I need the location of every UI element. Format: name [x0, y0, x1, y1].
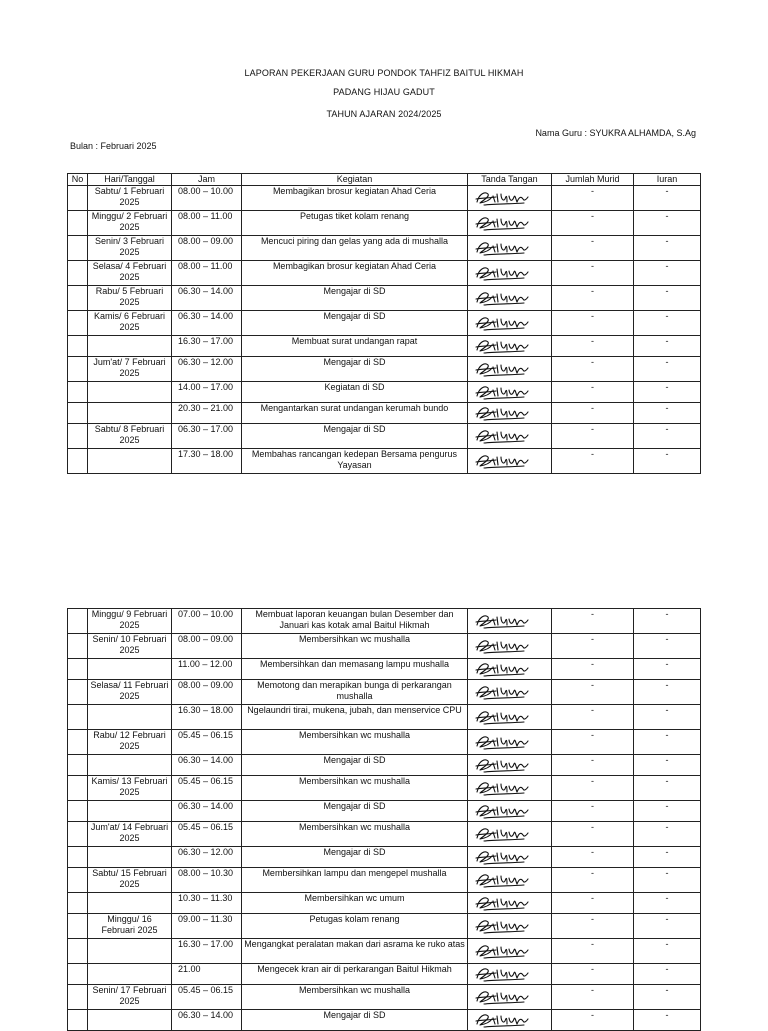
- row-day: Selasa/ 11 Februari 2025: [88, 680, 172, 705]
- row-day: Jum'at/ 14 Februari 2025: [88, 822, 172, 847]
- row-signature: [468, 914, 552, 939]
- row-student-count: -: [552, 985, 634, 1010]
- row-signature: [468, 755, 552, 776]
- column-header: Hari/Tanggal: [88, 174, 172, 186]
- row-time: 05.45 – 06.15: [172, 776, 242, 801]
- row-time: 08.00 – 10.00: [172, 186, 242, 211]
- row-day: Selasa/ 4 Februari 2025: [88, 261, 172, 286]
- row-student-count: -: [552, 868, 634, 893]
- row-number: [68, 801, 88, 822]
- row-student-count: -: [552, 914, 634, 939]
- row-signature: [468, 730, 552, 755]
- row-time: 21.00: [172, 964, 242, 985]
- row-number: [68, 939, 88, 964]
- row-day: [88, 1010, 172, 1031]
- row-student-count: -: [552, 801, 634, 822]
- row-activity: Mengajar di SD: [242, 847, 468, 868]
- signature-icon: [468, 707, 551, 727]
- row-time: 08.00 – 09.00: [172, 680, 242, 705]
- row-activity: Mengantarkan surat undangan kerumah bundo: [242, 403, 468, 424]
- row-fee: -: [634, 868, 701, 893]
- signature-icon: [468, 755, 551, 775]
- row-signature: [468, 382, 552, 403]
- row-activity: Mengajar di SD: [242, 1010, 468, 1031]
- signature-icon: [468, 288, 551, 308]
- row-activity: Mengajar di SD: [242, 286, 468, 311]
- row-number: [68, 449, 88, 474]
- row-signature: [468, 424, 552, 449]
- row-student-count: -: [552, 424, 634, 449]
- row-number: [68, 1010, 88, 1031]
- row-student-count: -: [552, 211, 634, 236]
- row-student-count: -: [552, 286, 634, 311]
- row-activity: Mencuci piring dan gelas yang ada di mushalla: [242, 236, 468, 261]
- table-row: [68, 186, 701, 211]
- table-row: [68, 914, 701, 939]
- row-activity: Mengajar di SD: [242, 357, 468, 382]
- row-student-count: -: [552, 236, 634, 261]
- row-fee: -: [634, 609, 701, 634]
- row-number: [68, 680, 88, 705]
- table-row: [68, 336, 701, 357]
- table-row: [68, 634, 701, 659]
- row-number: [68, 261, 88, 286]
- row-time: 06.30 – 14.00: [172, 801, 242, 822]
- signature-icon: [468, 238, 551, 258]
- row-fee: -: [634, 311, 701, 336]
- row-activity: Mengangkat peralatan makan dari asrama ke ruko atas: [242, 939, 468, 964]
- row-activity: Ngelaundri tirai, mukena, jubah, dan menservice CPU: [242, 705, 468, 730]
- column-header: Jam: [172, 174, 242, 186]
- row-day: Minggu/ 9 Februari 2025: [88, 609, 172, 634]
- row-time: 06.30 – 12.00: [172, 357, 242, 382]
- row-time: 14.00 – 17.00: [172, 382, 242, 403]
- row-day: Rabu/ 5 Februari 2025: [88, 286, 172, 311]
- row-signature: [468, 357, 552, 382]
- row-fee: -: [634, 822, 701, 847]
- row-student-count: -: [552, 1010, 634, 1031]
- report-title: LAPORAN PEKERJAAN GURU PONDOK TAHFIZ BAITUL HIKMAH: [244, 68, 524, 78]
- row-student-count: -: [552, 730, 634, 755]
- row-day: [88, 939, 172, 964]
- row-activity: Mengajar di SD: [242, 755, 468, 776]
- row-time: 16.30 – 18.00: [172, 705, 242, 730]
- row-fee: -: [634, 985, 701, 1010]
- table-body: [68, 609, 701, 1031]
- signature-icon: [468, 916, 551, 936]
- row-number: [68, 847, 88, 868]
- row-signature: [468, 939, 552, 964]
- row-fee: -: [634, 680, 701, 705]
- row-day: Minggu/ 2 Februari 2025: [88, 211, 172, 236]
- row-time: 10.30 – 11.30: [172, 893, 242, 914]
- row-number: [68, 382, 88, 403]
- row-student-count: -: [552, 336, 634, 357]
- row-activity: Mengajar di SD: [242, 424, 468, 449]
- row-fee: -: [634, 449, 701, 474]
- row-activity: Membahas rancangan kedepan Bersama pengurus Yayasan: [242, 449, 468, 474]
- row-time: 16.30 – 17.00: [172, 336, 242, 357]
- row-student-count: -: [552, 261, 634, 286]
- column-header: No: [68, 174, 88, 186]
- table-row: [68, 357, 701, 382]
- row-student-count: -: [552, 847, 634, 868]
- row-time: 06.30 – 14.00: [172, 311, 242, 336]
- table-row: [68, 311, 701, 336]
- column-header: Iuran: [634, 174, 701, 186]
- row-signature: [468, 286, 552, 311]
- row-signature: [468, 985, 552, 1010]
- row-fee: -: [634, 914, 701, 939]
- signature-icon: [468, 213, 551, 233]
- row-fee: -: [634, 403, 701, 424]
- row-activity: Membersihkan wc mushalla: [242, 985, 468, 1010]
- signature-icon: [468, 336, 551, 356]
- row-fee: -: [634, 261, 701, 286]
- row-number: [68, 311, 88, 336]
- row-student-count: -: [552, 659, 634, 680]
- row-signature: [468, 261, 552, 286]
- row-signature: [468, 634, 552, 659]
- row-activity: Membersihkan wc umum: [242, 893, 468, 914]
- row-student-count: -: [552, 382, 634, 403]
- table-row: [68, 261, 701, 286]
- row-signature: [468, 705, 552, 730]
- row-fee: -: [634, 211, 701, 236]
- table-row: [68, 822, 701, 847]
- row-time: 07.00 – 10.00: [172, 609, 242, 634]
- row-fee: -: [634, 776, 701, 801]
- row-day: Jum'at/ 7 Februari 2025: [88, 357, 172, 382]
- table-row: [68, 236, 701, 261]
- row-signature: [468, 776, 552, 801]
- signature-icon: [468, 824, 551, 844]
- row-number: [68, 893, 88, 914]
- row-day: [88, 964, 172, 985]
- row-time: 16.30 – 17.00: [172, 939, 242, 964]
- row-time: 17.30 – 18.00: [172, 449, 242, 474]
- row-fee: -: [634, 186, 701, 211]
- row-student-count: -: [552, 609, 634, 634]
- row-signature: [468, 186, 552, 211]
- row-day: Senin/ 3 Februari 2025: [88, 236, 172, 261]
- row-day: [88, 801, 172, 822]
- signature-icon: [468, 382, 551, 402]
- table-row: [68, 755, 701, 776]
- row-number: [68, 914, 88, 939]
- row-number: [68, 634, 88, 659]
- row-student-count: -: [552, 705, 634, 730]
- row-activity: Membuat laporan keuangan bulan Desember dan Januari kas kotak amal Baitul Hikmah: [242, 609, 468, 634]
- row-activity: Membuat surat undangan rapat: [242, 336, 468, 357]
- row-student-count: -: [552, 186, 634, 211]
- table-header-row: [68, 174, 701, 186]
- table-row: [68, 801, 701, 822]
- row-number: [68, 609, 88, 634]
- signature-icon: [468, 987, 551, 1007]
- row-time: 08.00 – 11.00: [172, 211, 242, 236]
- row-number: [68, 186, 88, 211]
- row-student-count: -: [552, 822, 634, 847]
- activity-table-page-1: [67, 173, 701, 474]
- row-student-count: -: [552, 680, 634, 705]
- row-day: Kamis/ 13 Februari 2025: [88, 776, 172, 801]
- column-header: Tanda Tangan: [468, 174, 552, 186]
- row-fee: -: [634, 659, 701, 680]
- row-student-count: -: [552, 893, 634, 914]
- row-day: [88, 403, 172, 424]
- row-activity: Kegiatan di SD: [242, 382, 468, 403]
- row-day: [88, 382, 172, 403]
- row-number: [68, 868, 88, 893]
- row-fee: -: [634, 424, 701, 449]
- row-day: [88, 705, 172, 730]
- signature-icon: [468, 847, 551, 867]
- row-activity: Mengajar di SD: [242, 801, 468, 822]
- row-fee: -: [634, 801, 701, 822]
- table-row: [68, 730, 701, 755]
- row-time: 20.30 – 21.00: [172, 403, 242, 424]
- table-row: [68, 449, 701, 474]
- row-fee: -: [634, 755, 701, 776]
- row-signature: [468, 211, 552, 236]
- signature-icon: [468, 682, 551, 702]
- row-activity: Membersihkan wc mushalla: [242, 634, 468, 659]
- table-row: [68, 659, 701, 680]
- table-row: [68, 776, 701, 801]
- report-location: PADANG HIJAU GADUT: [333, 87, 435, 97]
- row-signature: [468, 659, 552, 680]
- row-number: [68, 985, 88, 1010]
- row-fee: -: [634, 893, 701, 914]
- row-student-count: -: [552, 403, 634, 424]
- table-row: [68, 705, 701, 730]
- table-row: [68, 939, 701, 964]
- row-signature: [468, 449, 552, 474]
- row-day: Senin/ 10 Februari 2025: [88, 634, 172, 659]
- table-row: [68, 964, 701, 985]
- row-number: [68, 336, 88, 357]
- row-fee: -: [634, 336, 701, 357]
- row-number: [68, 659, 88, 680]
- row-time: 09.00 – 11.30: [172, 914, 242, 939]
- row-signature: [468, 868, 552, 893]
- table-row: [68, 985, 701, 1010]
- row-day: [88, 893, 172, 914]
- row-signature: [468, 847, 552, 868]
- row-number: [68, 776, 88, 801]
- report-academic-year: TAHUN AJARAN 2024/2025: [326, 109, 442, 119]
- row-student-count: -: [552, 964, 634, 985]
- table-row: [68, 211, 701, 236]
- row-signature: [468, 964, 552, 985]
- row-number: [68, 403, 88, 424]
- signature-icon: [468, 188, 551, 208]
- row-signature: [468, 680, 552, 705]
- table-row: [68, 403, 701, 424]
- signature-icon: [468, 801, 551, 821]
- row-number: [68, 730, 88, 755]
- signature-icon: [468, 263, 551, 283]
- row-number: [68, 755, 88, 776]
- row-signature: [468, 236, 552, 261]
- signature-icon: [468, 313, 551, 333]
- row-activity: Mengecek kran air di perkarangan Baitul Hikmah: [242, 964, 468, 985]
- row-time: 05.45 – 06.15: [172, 822, 242, 847]
- row-activity: Petugas tiket kolam renang: [242, 211, 468, 236]
- row-day: Minggu/ 16 Februari 2025: [88, 914, 172, 939]
- row-fee: -: [634, 286, 701, 311]
- row-day: [88, 449, 172, 474]
- row-student-count: -: [552, 939, 634, 964]
- signature-icon: [468, 893, 551, 913]
- row-time: 08.00 – 10.30: [172, 868, 242, 893]
- row-activity: Membagikan brosur kegiatan Ahad Ceria: [242, 261, 468, 286]
- signature-icon: [468, 1010, 551, 1030]
- row-time: 11.00 – 12.00: [172, 659, 242, 680]
- row-activity: Membersihkan lampu dan mengepel mushalla: [242, 868, 468, 893]
- signature-icon: [468, 870, 551, 890]
- row-student-count: -: [552, 357, 634, 382]
- table-row: [68, 1010, 701, 1031]
- row-activity: Membersihkan wc mushalla: [242, 776, 468, 801]
- row-number: [68, 705, 88, 730]
- signature-icon: [468, 964, 551, 984]
- row-fee: -: [634, 1010, 701, 1031]
- row-day: Kamis/ 6 Februari 2025: [88, 311, 172, 336]
- row-signature: [468, 311, 552, 336]
- row-number: [68, 822, 88, 847]
- row-fee: -: [634, 847, 701, 868]
- row-time: 08.00 – 09.00: [172, 236, 242, 261]
- row-signature: [468, 893, 552, 914]
- row-activity: Membersihkan dan memasang lampu mushalla: [242, 659, 468, 680]
- row-time: 06.30 – 14.00: [172, 286, 242, 311]
- table-body: [68, 186, 701, 474]
- table-row: [68, 609, 701, 634]
- table-row: [68, 382, 701, 403]
- row-student-count: -: [552, 755, 634, 776]
- row-fee: -: [634, 964, 701, 985]
- row-activity: Memotong dan merapikan bunga di perkarangan mushalla: [242, 680, 468, 705]
- row-time: 08.00 – 11.00: [172, 261, 242, 286]
- table-row: [68, 868, 701, 893]
- row-fee: -: [634, 357, 701, 382]
- row-time: 08.00 – 09.00: [172, 634, 242, 659]
- row-activity: Membersihkan wc mushalla: [242, 730, 468, 755]
- row-day: Rabu/ 12 Februari 2025: [88, 730, 172, 755]
- signature-icon: [468, 732, 551, 752]
- row-time: 05.45 – 06.15: [172, 730, 242, 755]
- row-time: 06.30 – 14.00: [172, 755, 242, 776]
- row-day: [88, 659, 172, 680]
- row-activity: Petugas kolam renang: [242, 914, 468, 939]
- row-time: 05.45 – 06.15: [172, 985, 242, 1010]
- row-time: 06.30 – 14.00: [172, 1010, 242, 1031]
- table-row: [68, 680, 701, 705]
- table-row: [68, 847, 701, 868]
- table-row: [68, 286, 701, 311]
- row-signature: [468, 609, 552, 634]
- row-time: 06.30 – 17.00: [172, 424, 242, 449]
- row-fee: -: [634, 939, 701, 964]
- row-number: [68, 357, 88, 382]
- row-day: Senin/ 17 Februari 2025: [88, 985, 172, 1010]
- row-day: [88, 336, 172, 357]
- row-number: [68, 211, 88, 236]
- row-signature: [468, 403, 552, 424]
- row-student-count: -: [552, 311, 634, 336]
- signature-icon: [468, 778, 551, 798]
- signature-icon: [468, 359, 551, 379]
- table-row: [68, 424, 701, 449]
- teacher-name: Nama Guru : SYUKRA ALHAMDA, S.Ag: [535, 128, 696, 138]
- row-signature: [468, 1010, 552, 1031]
- activity-table-page-2: [67, 608, 701, 1031]
- row-number: [68, 424, 88, 449]
- row-day: Sabtu/ 8 Februari 2025: [88, 424, 172, 449]
- table-row: [68, 893, 701, 914]
- signature-icon: [468, 659, 551, 679]
- row-day: [88, 847, 172, 868]
- row-activity: Membagikan brosur kegiatan Ahad Ceria: [242, 186, 468, 211]
- row-number: [68, 964, 88, 985]
- signature-icon: [468, 426, 551, 446]
- row-fee: -: [634, 634, 701, 659]
- row-student-count: -: [552, 776, 634, 801]
- row-day: Sabtu/ 15 Februari 2025: [88, 868, 172, 893]
- row-fee: -: [634, 705, 701, 730]
- signature-icon: [468, 451, 551, 471]
- signature-icon: [468, 941, 551, 961]
- row-day: Sabtu/ 1 Februari 2025: [88, 186, 172, 211]
- row-fee: -: [634, 730, 701, 755]
- row-number: [68, 236, 88, 261]
- row-student-count: -: [552, 449, 634, 474]
- row-signature: [468, 801, 552, 822]
- row-activity: Membersihkan wc mushalla: [242, 822, 468, 847]
- signature-icon: [468, 403, 551, 423]
- row-student-count: -: [552, 634, 634, 659]
- row-activity: Mengajar di SD: [242, 311, 468, 336]
- row-signature: [468, 822, 552, 847]
- row-time: 06.30 – 12.00: [172, 847, 242, 868]
- row-fee: -: [634, 236, 701, 261]
- report-month: Bulan : Februari 2025: [70, 141, 157, 151]
- column-header: Jumlah Murid: [552, 174, 634, 186]
- row-number: [68, 286, 88, 311]
- row-day: [88, 755, 172, 776]
- row-signature: [468, 336, 552, 357]
- row-fee: -: [634, 382, 701, 403]
- signature-icon: [468, 636, 551, 656]
- signature-icon: [468, 611, 551, 631]
- column-header: Kegiatan: [242, 174, 468, 186]
